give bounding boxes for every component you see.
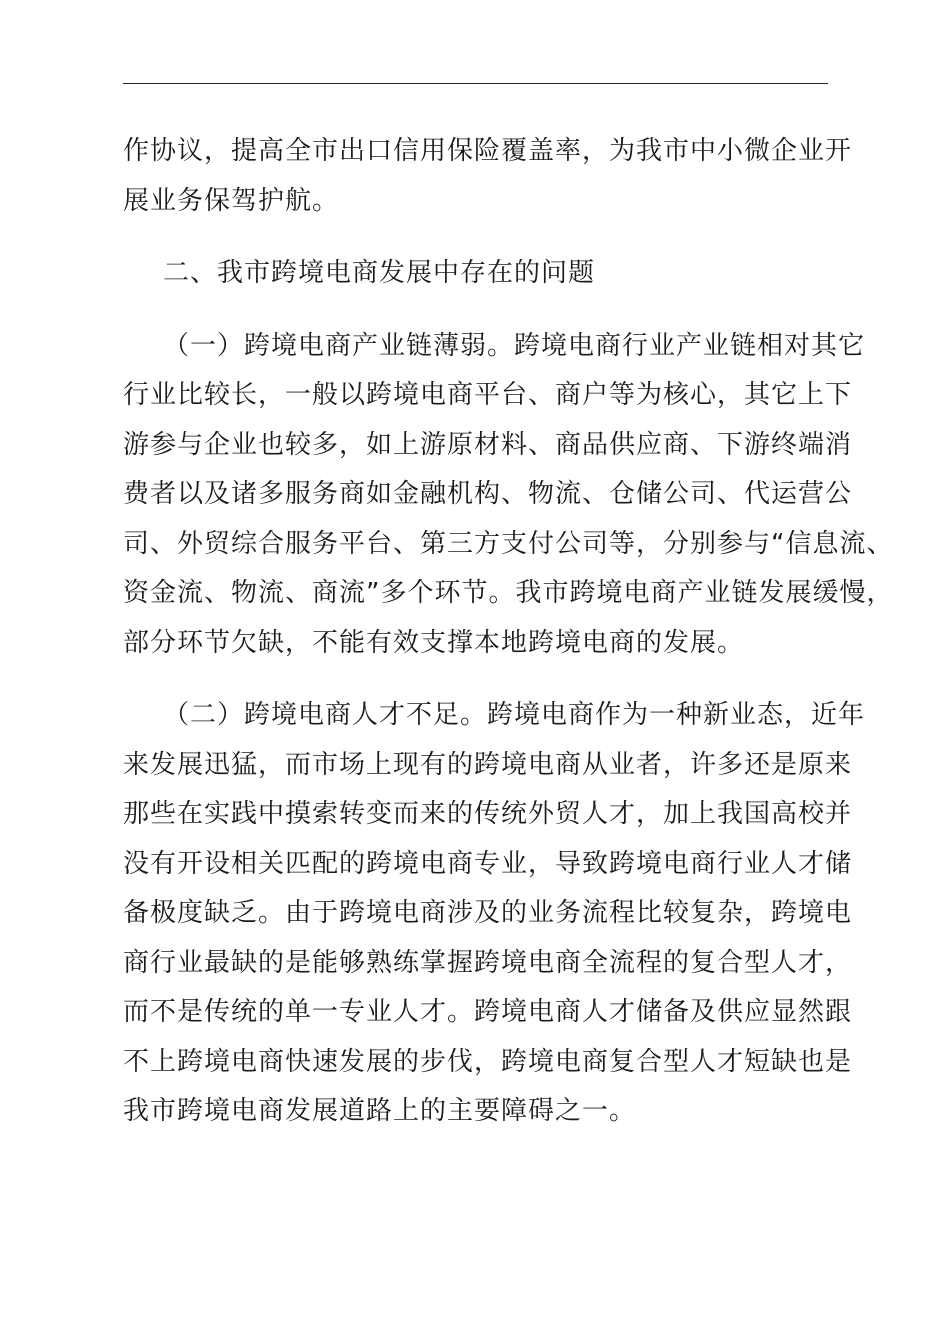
text-line: 没有开设相关匹配的跨境电商专业，导致跨境电商行业人才储 (123, 848, 853, 879)
continuation-paragraph (123, 127, 853, 226)
text-line: 那些在实践中摸索转变而来的传统外贸人才，加上我国高校并 (123, 799, 853, 829)
paragraph-talent (123, 691, 866, 1137)
text-line: 司、外贸综合服务平台、第三方支付公司等，分别参与“信息流、 (123, 528, 894, 559)
text-line: 商行业最缺的是能够熟练掌握跨境电商全流程的复合型人才， (123, 947, 853, 978)
text-line: 而不是传统的单一专业人才。跨境电商人才储备及供应显然跟 (123, 997, 853, 1027)
header-rule (123, 83, 828, 84)
text-line: 我市跨境电商发展道路上的主要障碍之一。 (123, 1096, 637, 1126)
text-line: 行业比较长，一般以跨境电商平台、商户等为核心，其它上下 (123, 380, 853, 410)
text-line: 展业务保驾护航。 (123, 185, 340, 216)
text-line: 备极度缺乏。由于跨境电商涉及的业务流程比较复杂，跨境电 (123, 898, 853, 928)
text-line: 游参与企业也较多，如上游原材料、商品供应商、下游终端消 (123, 429, 853, 460)
section-heading: 二、我市跨境电商发展中存在的问题 (163, 258, 596, 288)
text-line: （一）跨境电商产业链薄弱。跨境电商行业产业链相对其它 (163, 330, 866, 361)
text-line: 来发展迅猛，而市场上现有的跨境电商从业者，许多还是原来 (123, 749, 853, 780)
paragraph-supply-chain (123, 322, 894, 669)
document-body (123, 127, 894, 1137)
text-line: 费者以及诸多服务商如金融机构、物流、仓储公司、代运营公 (123, 479, 853, 509)
text-line: 资金流、物流、商流”多个环节。我市跨境电商产业链发展缓慢， (123, 578, 894, 608)
text-line: 不上跨境电商快速发展的步伐，跨境电商复合型人才短缺也是 (123, 1046, 853, 1077)
text-line: 作协议，提高全市出口信用保险覆盖率，为我市中小微企业开 (123, 136, 853, 166)
text-line: 部分环节欠缺，不能有效支撑本地跨境电商的发展。 (123, 627, 745, 658)
text-line: （二）跨境电商人才不足。跨境电商作为一种新业态，近年 (163, 700, 866, 730)
